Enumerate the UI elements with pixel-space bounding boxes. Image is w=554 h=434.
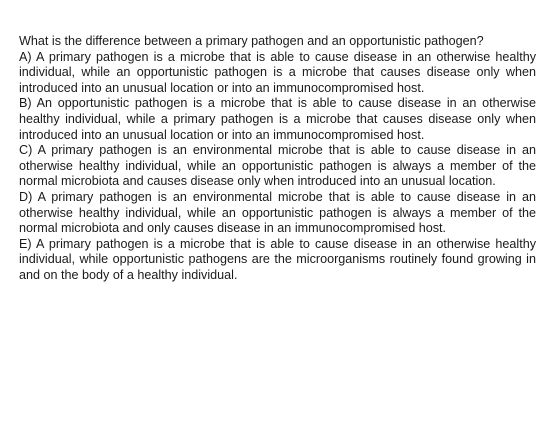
option-d: D) A primary pathogen is an environmental microbe that is able to cause disease in an otherwise healthy individual, while an opportunistic pathogen is always a member of the normal microbiota and only causes disease in an immunocompromised host. xyxy=(19,189,536,236)
option-c: C) A primary pathogen is an environmental microbe that is able to cause disease in an otherwise healthy individual, while an opportunistic pathogen is always a member of the normal microbiota and causes disease only when introduced into an unusual location. xyxy=(19,143,536,189)
option-a: A) A primary pathogen is a microbe that is able to cause disease in an otherwise healthy individual, while an opportunistic pathogen is a microbe that causes disease only when introduced into an unusual location or into an immunocompromised host. xyxy=(19,49,536,95)
question-document xyxy=(19,34,536,284)
option-b: B) An opportunistic pathogen is a microbe that is able to cause disease in an otherwise healthy individual, while a primary pathogen is a microbe that causes disease only when introduced into an unusual location or into an immunocompromised host. xyxy=(19,96,536,142)
option-e: E) A primary pathogen is a microbe that is able to cause disease in an otherwise healthy individual, while opportunistic pathogens are the microorganisms routinely found growing in and on the body of a healthy individual. xyxy=(19,236,536,282)
question-text: What is the difference between a primary pathogen and an opportunistic pathogen? xyxy=(19,34,484,48)
